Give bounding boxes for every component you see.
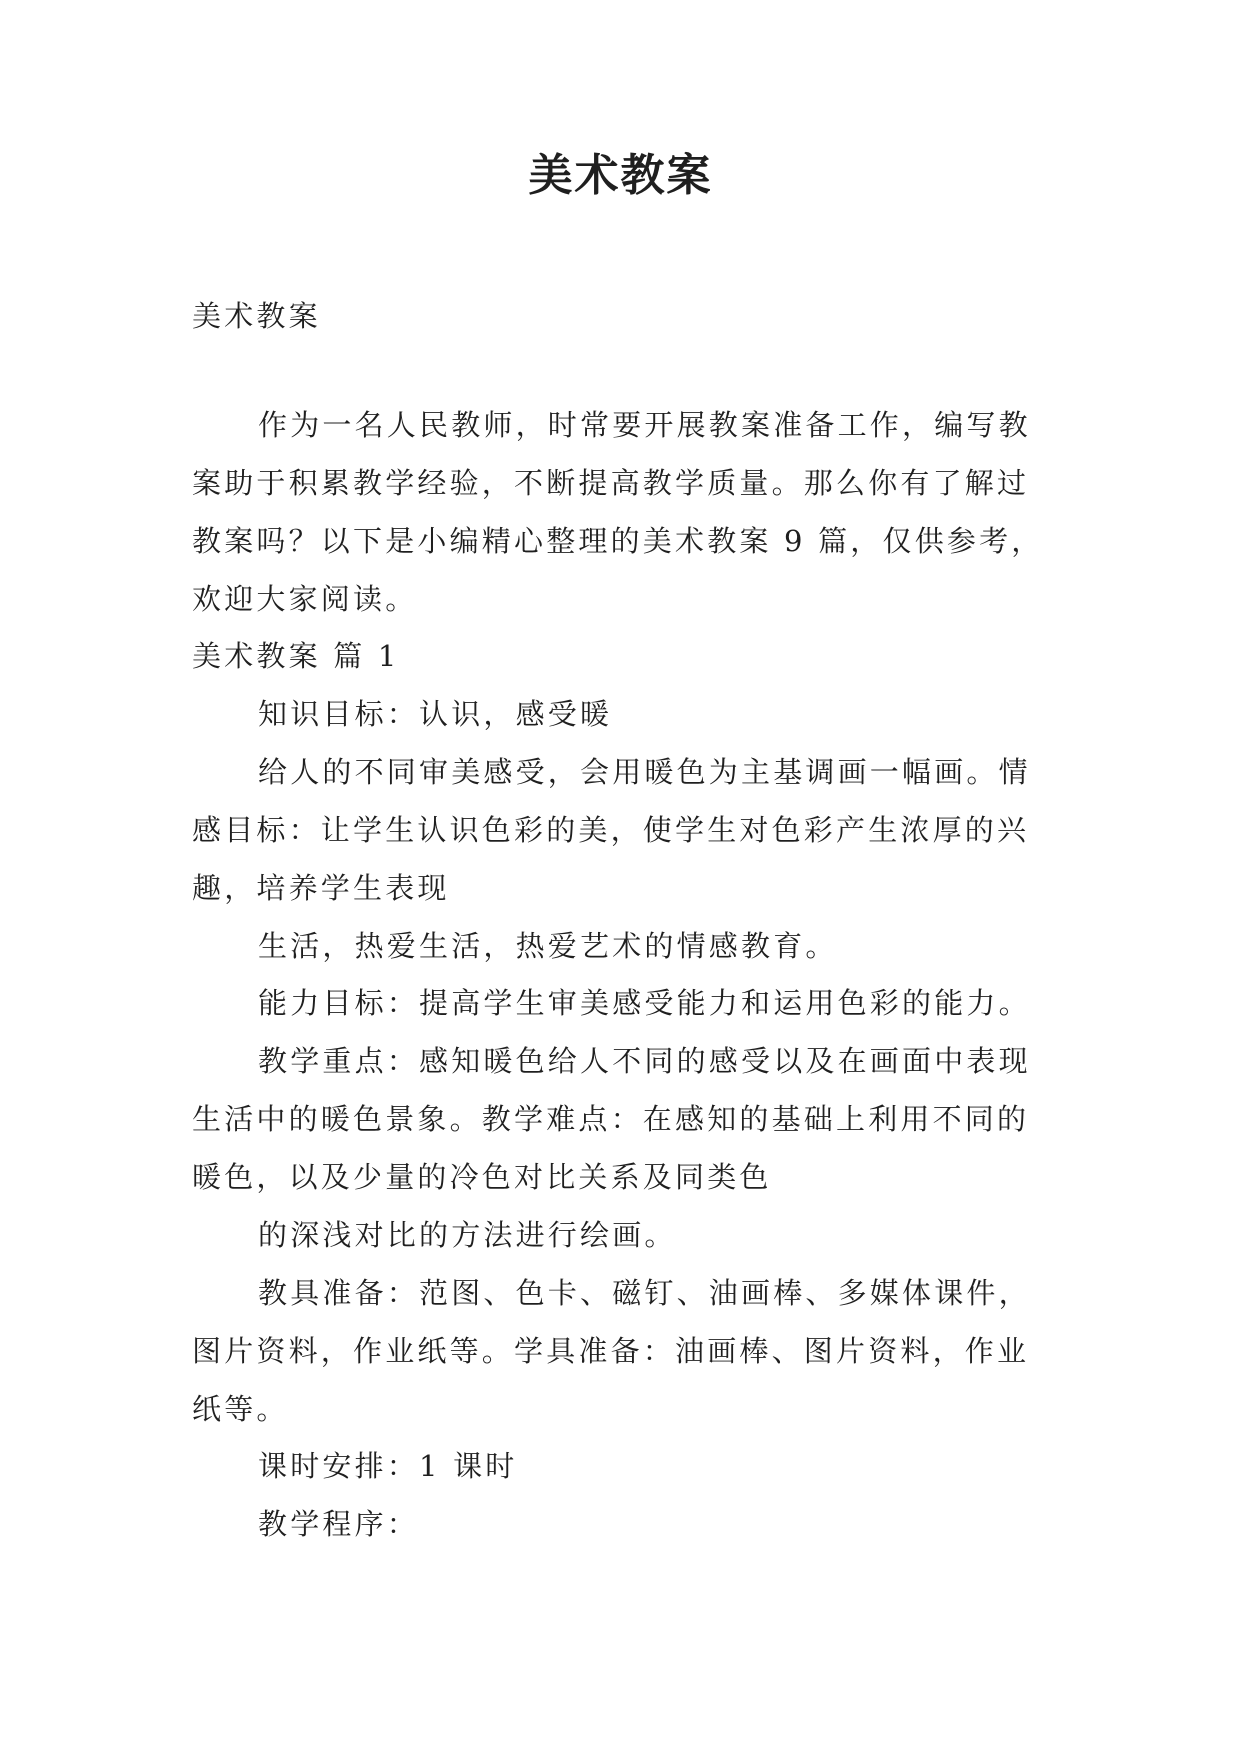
body-line: 能力目标：提高学生审美感受能力和运用色彩的能力。 (258, 986, 1031, 1020)
body-line: 生活，热爱生活，热爱艺术的情感教育。 (258, 929, 838, 963)
body-line: 暖色，以及少量的冷色对比关系及同类色 (192, 1160, 772, 1194)
document-subtitle: 美术教案 (192, 299, 321, 333)
section-heading: 美术教案 篇 1 (192, 639, 400, 673)
body-line: 图片资料，作业纸等。学具准备：油画棒、图片资料，作业 (192, 1334, 1030, 1368)
body-line: 生活中的暖色景象。教学难点：在感知的基础上利用不同的 (192, 1102, 1030, 1136)
body-line: 教学重点：感知暖色给人不同的感受以及在画面中表现 (258, 1044, 1031, 1078)
body-line: 趣，培养学生表现 (192, 871, 450, 905)
intro-line: 欢迎大家阅读。 (192, 582, 418, 616)
intro-line: 教案吗？以下是小编精心整理的美术教案 9 篇，仅供参考， (192, 524, 1044, 558)
body-line: 教学程序： (258, 1507, 420, 1541)
body-line: 知识目标：认识，感受暖 (258, 697, 613, 731)
intro-line: 作为一名人民教师，时常要开展教案准备工作，编写教 (258, 408, 1031, 442)
body-line: 教具准备：范图、色卡、磁钉、油画棒、多媒体课件， (258, 1276, 1031, 1310)
body-line: 的深浅对比的方法进行绘画。 (258, 1218, 677, 1252)
body-line: 纸等。 (192, 1392, 289, 1426)
document-title: 美术教案 (528, 150, 713, 201)
body-line: 给人的不同审美感受，会用暖色为主基调画一幅画。情 (258, 755, 1031, 789)
body-line: 课时安排：1 课时 (258, 1449, 518, 1483)
intro-line: 案助于积累教学经验，不断提高教学质量。那么你有了解过 (192, 466, 1030, 500)
body-line: 感目标：让学生认识色彩的美，使学生对色彩产生浓厚的兴 (192, 813, 1030, 847)
